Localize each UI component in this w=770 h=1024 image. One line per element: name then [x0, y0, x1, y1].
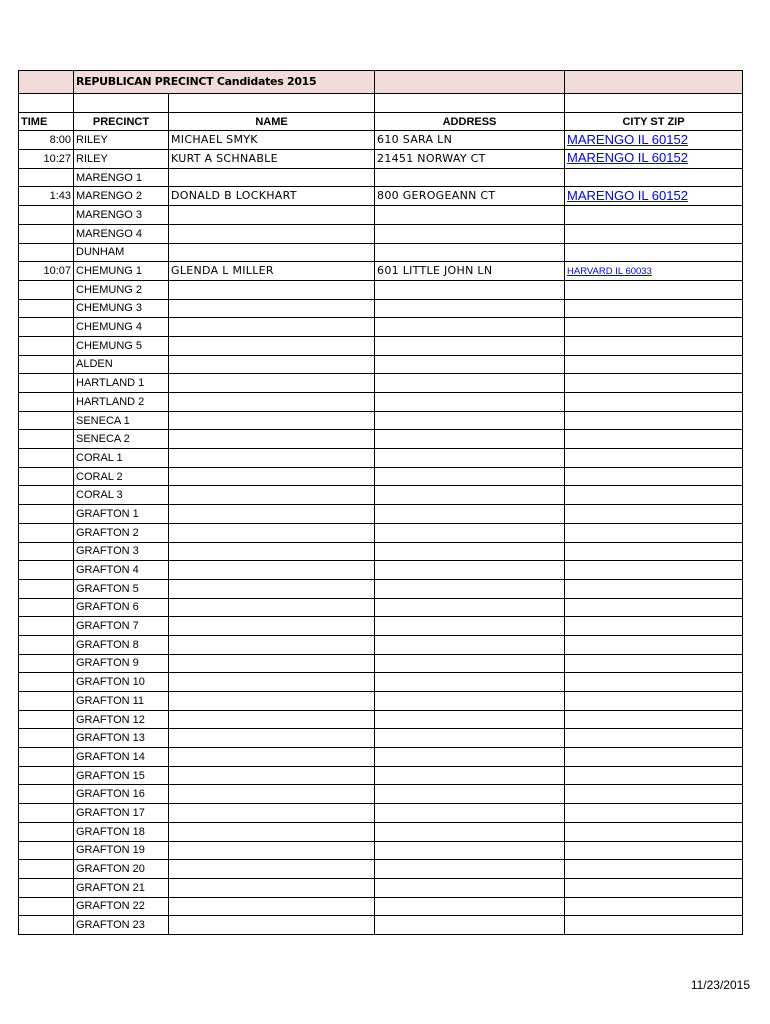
address-cell	[375, 206, 565, 225]
city-cell	[565, 766, 743, 785]
address-cell	[375, 860, 565, 879]
city-cell	[565, 299, 743, 318]
name-cell	[169, 243, 375, 262]
header-city: CITY ST ZIP	[565, 112, 743, 131]
address-cell	[375, 486, 565, 505]
time-cell	[19, 748, 74, 767]
name-cell	[169, 280, 375, 299]
name-cell: GLENDA L MILLER	[169, 262, 375, 281]
blank-row	[19, 94, 743, 113]
city-cell	[565, 916, 743, 935]
time-cell	[19, 411, 74, 430]
footer-date: 11/23/2015	[690, 978, 750, 992]
table-row	[19, 598, 743, 617]
name-cell	[169, 355, 375, 374]
table-row	[19, 187, 743, 206]
precinct-cell: GRAFTON 3	[74, 542, 169, 561]
precinct-cell: MARENGO 1	[74, 168, 169, 187]
table-row	[19, 579, 743, 598]
city-cell	[565, 187, 743, 206]
city-cell	[565, 561, 743, 580]
name-cell	[169, 635, 375, 654]
address-cell	[375, 505, 565, 524]
city-cell	[565, 710, 743, 729]
precinct-cell: CORAL 2	[74, 467, 169, 486]
name-cell	[169, 748, 375, 767]
address-cell	[375, 579, 565, 598]
precinct-cell: GRAFTON 20	[74, 860, 169, 879]
precinct-cell: GRAFTON 16	[74, 785, 169, 804]
table-row	[19, 804, 743, 823]
city-cell	[565, 336, 743, 355]
city-cell	[565, 617, 743, 636]
table-row	[19, 523, 743, 542]
time-cell	[19, 766, 74, 785]
precinct-cell: CHEMUNG 1	[74, 262, 169, 281]
time-cell	[19, 393, 74, 412]
name-cell	[169, 878, 375, 897]
precinct-cell: GRAFTON 7	[74, 617, 169, 636]
precinct-cell: CHEMUNG 2	[74, 280, 169, 299]
precinct-cell: GRAFTON 6	[74, 598, 169, 617]
time-cell	[19, 579, 74, 598]
precinct-cell: GRAFTON 4	[74, 561, 169, 580]
precinct-cell: GRAFTON 17	[74, 804, 169, 823]
address-cell	[375, 168, 565, 187]
time-cell	[19, 449, 74, 468]
name-cell	[169, 916, 375, 935]
sheet-title: REPUBLICAN PRECINCT Candidates 2015	[74, 71, 375, 94]
name-cell	[169, 673, 375, 692]
table-row	[19, 355, 743, 374]
city-cell	[565, 748, 743, 767]
name-cell	[169, 654, 375, 673]
table-row	[19, 393, 743, 412]
city-cell	[565, 785, 743, 804]
address-cell	[375, 617, 565, 636]
precinct-cell: MARENGO 3	[74, 206, 169, 225]
address-cell	[375, 467, 565, 486]
time-cell	[19, 224, 74, 243]
name-cell	[169, 299, 375, 318]
name-cell	[169, 374, 375, 393]
time-cell	[19, 206, 74, 225]
time-cell	[19, 710, 74, 729]
table-row	[19, 131, 743, 150]
address-cell	[375, 561, 565, 580]
name-cell	[169, 785, 375, 804]
precinct-cell: GRAFTON 1	[74, 505, 169, 524]
precinct-cell: GRAFTON 11	[74, 692, 169, 711]
title-fill-cell	[375, 71, 565, 94]
precinct-cell: SENECA 1	[74, 411, 169, 430]
address-cell	[375, 710, 565, 729]
table-row	[19, 897, 743, 916]
name-cell	[169, 766, 375, 785]
name-cell	[169, 822, 375, 841]
table-row	[19, 729, 743, 748]
city-cell	[565, 486, 743, 505]
address-cell	[375, 878, 565, 897]
city-cell	[565, 692, 743, 711]
time-cell	[19, 729, 74, 748]
city-cell	[565, 150, 743, 169]
name-cell: DONALD B LOCKHART	[169, 187, 375, 206]
address-cell	[375, 748, 565, 767]
time-cell	[19, 542, 74, 561]
address-cell	[375, 374, 565, 393]
precinct-cell: GRAFTON 15	[74, 766, 169, 785]
time-cell	[19, 355, 74, 374]
name-cell	[169, 692, 375, 711]
city-cell	[565, 579, 743, 598]
name-cell	[169, 841, 375, 860]
table-row	[19, 206, 743, 225]
time-cell	[19, 860, 74, 879]
address-cell	[375, 523, 565, 542]
precinct-cell: HARTLAND 2	[74, 393, 169, 412]
city-cell	[565, 224, 743, 243]
table-row	[19, 467, 743, 486]
address-cell	[375, 280, 565, 299]
precinct-cell: GRAFTON 21	[74, 878, 169, 897]
time-cell	[19, 673, 74, 692]
city-cell	[565, 505, 743, 524]
city-cell	[565, 355, 743, 374]
city-cell	[565, 467, 743, 486]
city-cell	[565, 654, 743, 673]
city-cell	[565, 860, 743, 879]
time-cell	[19, 467, 74, 486]
name-cell	[169, 860, 375, 879]
address-cell	[375, 654, 565, 673]
address-cell	[375, 336, 565, 355]
table-row	[19, 785, 743, 804]
city-cell	[565, 598, 743, 617]
name-cell	[169, 318, 375, 337]
city-link[interactable]: MARENGO IL 60152	[567, 131, 688, 147]
name-cell	[169, 897, 375, 916]
name-cell	[169, 449, 375, 468]
name-cell	[169, 393, 375, 412]
time-cell	[19, 486, 74, 505]
city-cell	[565, 411, 743, 430]
table-row	[19, 617, 743, 636]
precinct-cell: CHEMUNG 4	[74, 318, 169, 337]
precinct-cell: GRAFTON 2	[74, 523, 169, 542]
precinct-cell: GRAFTON 13	[74, 729, 169, 748]
table-row	[19, 860, 743, 879]
precinct-cell: CORAL 1	[74, 449, 169, 468]
address-cell: 21451 NORWAY CT	[375, 150, 565, 169]
time-cell	[19, 374, 74, 393]
table-row	[19, 262, 743, 281]
precinct-cell: GRAFTON 22	[74, 897, 169, 916]
precinct-cell: GRAFTON 19	[74, 841, 169, 860]
time-cell	[19, 822, 74, 841]
time-cell	[19, 561, 74, 580]
address-cell: 601 LITTLE JOHN LN	[375, 262, 565, 281]
time-cell	[19, 617, 74, 636]
address-cell	[375, 411, 565, 430]
time-cell	[19, 299, 74, 318]
name-cell	[169, 617, 375, 636]
city-cell	[565, 449, 743, 468]
city-cell	[565, 262, 743, 281]
table-row	[19, 449, 743, 468]
table-row	[19, 168, 743, 187]
precinct-cell: GRAFTON 14	[74, 748, 169, 767]
table-row	[19, 542, 743, 561]
address-cell	[375, 598, 565, 617]
precinct-cell: SENECA 2	[74, 430, 169, 449]
address-cell	[375, 224, 565, 243]
precinct-cell: GRAFTON 9	[74, 654, 169, 673]
table-row	[19, 224, 743, 243]
address-cell: 610 SARA LN	[375, 131, 565, 150]
table-row	[19, 318, 743, 337]
city-cell	[565, 897, 743, 916]
name-cell	[169, 561, 375, 580]
table-row	[19, 430, 743, 449]
city-cell	[565, 729, 743, 748]
name-cell	[169, 430, 375, 449]
time-cell	[19, 841, 74, 860]
name-cell	[169, 224, 375, 243]
time-cell	[19, 430, 74, 449]
address-cell	[375, 897, 565, 916]
precinct-cell: CORAL 3	[74, 486, 169, 505]
city-cell	[565, 318, 743, 337]
address-cell	[375, 542, 565, 561]
address-cell	[375, 393, 565, 412]
address-cell	[375, 243, 565, 262]
time-cell	[19, 505, 74, 524]
city-cell	[565, 822, 743, 841]
time-cell: 1:43	[19, 187, 74, 206]
address-cell	[375, 449, 565, 468]
time-cell	[19, 692, 74, 711]
city-cell	[565, 243, 743, 262]
time-cell	[19, 336, 74, 355]
table-row	[19, 486, 743, 505]
header-address: ADDRESS	[375, 112, 565, 131]
name-cell	[169, 411, 375, 430]
time-cell	[19, 280, 74, 299]
address-cell	[375, 785, 565, 804]
table-row	[19, 505, 743, 524]
name-cell	[169, 729, 375, 748]
precinct-cell: GRAFTON 18	[74, 822, 169, 841]
blank-cell	[169, 94, 375, 113]
time-cell	[19, 804, 74, 823]
title-fill-cell	[565, 71, 743, 94]
time-cell: 8:00	[19, 131, 74, 150]
time-cell	[19, 598, 74, 617]
city-cell	[565, 673, 743, 692]
table-row	[19, 299, 743, 318]
city-cell	[565, 393, 743, 412]
blank-cell	[375, 94, 565, 113]
table-row	[19, 411, 743, 430]
city-cell	[565, 374, 743, 393]
table-row	[19, 710, 743, 729]
precinct-cell: DUNHAM	[74, 243, 169, 262]
city-cell	[565, 878, 743, 897]
address-cell	[375, 318, 565, 337]
header-time: TIME	[19, 112, 74, 131]
table-row	[19, 822, 743, 841]
table-row	[19, 374, 743, 393]
table-row	[19, 150, 743, 169]
table-row	[19, 841, 743, 860]
address-cell	[375, 673, 565, 692]
city-cell	[565, 841, 743, 860]
city-cell	[565, 804, 743, 823]
table-row	[19, 748, 743, 767]
time-cell	[19, 168, 74, 187]
name-cell	[169, 206, 375, 225]
precinct-cell: RILEY	[74, 131, 169, 150]
city-cell	[565, 206, 743, 225]
table-row	[19, 635, 743, 654]
city-cell	[565, 430, 743, 449]
precinct-cell: ALDEN	[74, 355, 169, 374]
header-precinct: PRECINCT	[74, 112, 169, 131]
table-row	[19, 916, 743, 935]
time-cell	[19, 878, 74, 897]
precinct-cell: CHEMUNG 5	[74, 336, 169, 355]
header-name: NAME	[169, 112, 375, 131]
name-cell	[169, 486, 375, 505]
name-cell	[169, 467, 375, 486]
title-fill-cell	[19, 71, 74, 94]
time-cell	[19, 523, 74, 542]
time-cell	[19, 654, 74, 673]
city-cell	[565, 523, 743, 542]
table-row	[19, 336, 743, 355]
address-cell	[375, 804, 565, 823]
precinct-cell: GRAFTON 23	[74, 916, 169, 935]
time-cell	[19, 318, 74, 337]
time-cell: 10:27	[19, 150, 74, 169]
time-cell	[19, 635, 74, 654]
name-cell	[169, 598, 375, 617]
address-cell	[375, 766, 565, 785]
address-cell	[375, 729, 565, 748]
address-cell: 800 GEROGEANN CT	[375, 187, 565, 206]
address-cell	[375, 822, 565, 841]
name-cell	[169, 804, 375, 823]
blank-cell	[74, 94, 169, 113]
city-link[interactable]: HARVARD IL 60033	[567, 265, 652, 277]
precinct-cell: GRAFTON 12	[74, 710, 169, 729]
time-cell	[19, 785, 74, 804]
address-cell	[375, 916, 565, 935]
precinct-cell: GRAFTON 8	[74, 635, 169, 654]
city-cell	[565, 542, 743, 561]
table-row	[19, 561, 743, 580]
address-cell	[375, 635, 565, 654]
name-cell	[169, 168, 375, 187]
table-row	[19, 654, 743, 673]
name-cell: KURT A SCHNABLE	[169, 150, 375, 169]
precinct-cell: CHEMUNG 3	[74, 299, 169, 318]
name-cell: MICHAEL SMYK	[169, 131, 375, 150]
city-link[interactable]: MARENGO IL 60152	[567, 187, 688, 203]
blank-cell	[19, 94, 74, 113]
time-cell	[19, 916, 74, 935]
precinct-cell: MARENGO 4	[74, 224, 169, 243]
address-cell	[375, 692, 565, 711]
city-link[interactable]: MARENGO IL 60152	[567, 150, 688, 166]
name-cell	[169, 579, 375, 598]
table-row	[19, 692, 743, 711]
address-cell	[375, 355, 565, 374]
blank-cell	[565, 94, 743, 113]
name-cell	[169, 505, 375, 524]
precinct-table	[18, 70, 743, 935]
city-cell	[565, 168, 743, 187]
table-row	[19, 280, 743, 299]
header-row	[19, 112, 743, 131]
name-cell	[169, 710, 375, 729]
table-row	[19, 673, 743, 692]
name-cell	[169, 523, 375, 542]
address-cell	[375, 299, 565, 318]
table-row	[19, 766, 743, 785]
precinct-cell: RILEY	[74, 150, 169, 169]
table-row	[19, 878, 743, 897]
time-cell	[19, 897, 74, 916]
precinct-cell: GRAFTON 10	[74, 673, 169, 692]
precinct-cell: HARTLAND 1	[74, 374, 169, 393]
time-cell: 10:07	[19, 262, 74, 281]
name-cell	[169, 336, 375, 355]
precinct-cell: MARENGO 2	[74, 187, 169, 206]
precinct-cell: GRAFTON 5	[74, 579, 169, 598]
city-cell	[565, 280, 743, 299]
time-cell	[19, 243, 74, 262]
city-cell	[565, 635, 743, 654]
table-row	[19, 243, 743, 262]
address-cell	[375, 430, 565, 449]
name-cell	[169, 542, 375, 561]
address-cell	[375, 841, 565, 860]
title-row	[19, 71, 743, 94]
city-cell	[565, 131, 743, 150]
